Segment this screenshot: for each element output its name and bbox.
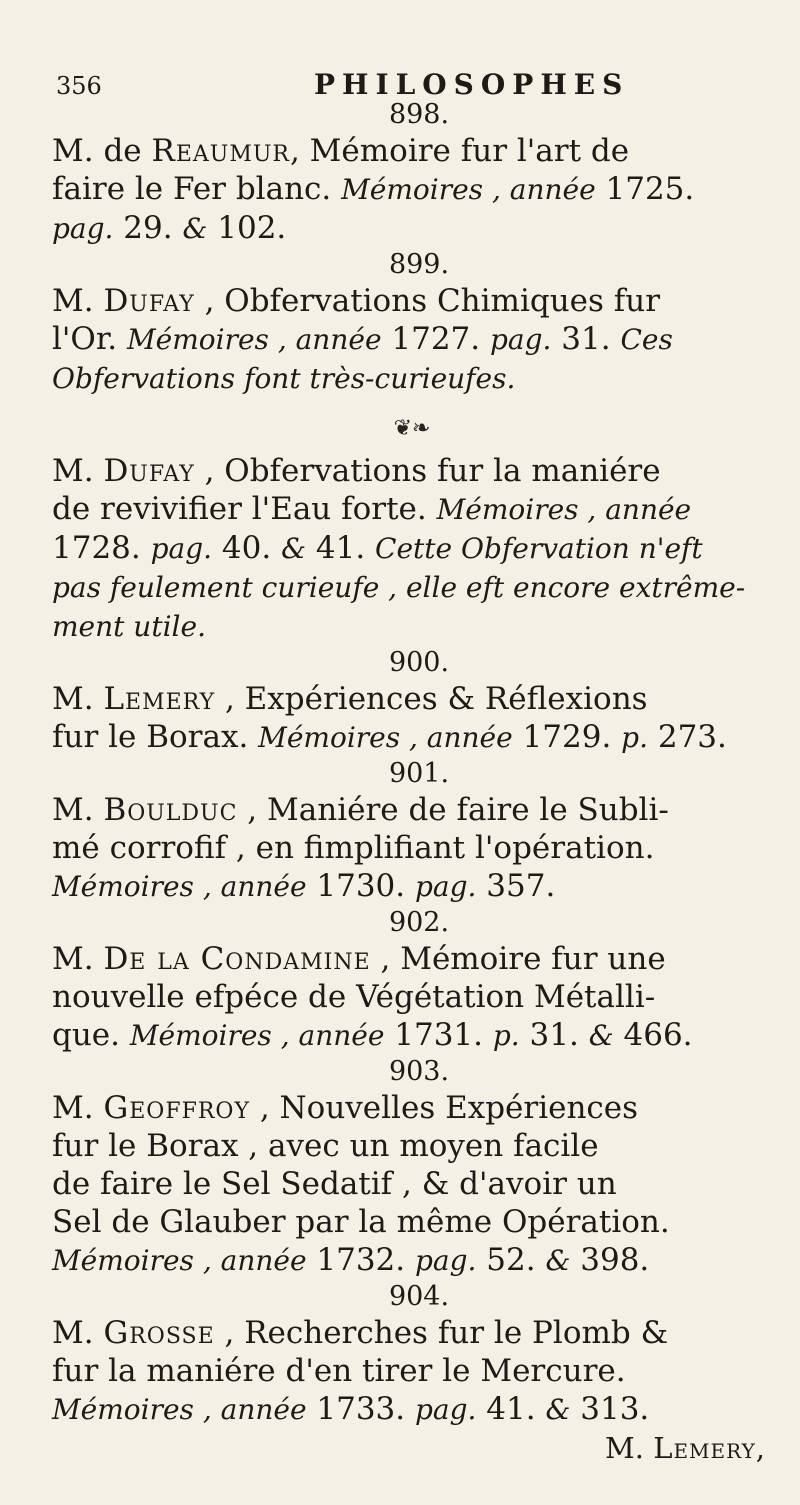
entry-line xyxy=(52,867,772,906)
entry-line xyxy=(52,1089,772,1127)
italic-text: & xyxy=(545,1244,571,1277)
entry-number: 903. xyxy=(388,1056,450,1087)
text-segment: 1730. xyxy=(306,868,415,904)
text-segment: 398. xyxy=(570,1242,650,1278)
text-segment: nouvelle efpéce de Végétation Métalli- xyxy=(52,979,656,1015)
entry-line xyxy=(52,529,772,568)
entry-line xyxy=(52,320,772,359)
bibliography-entry xyxy=(52,1089,772,1280)
entry-line xyxy=(52,829,772,867)
entry-line xyxy=(52,209,772,248)
text-segment: 1725. xyxy=(595,171,695,207)
text-segment: , Nouvelles Expériences xyxy=(249,1090,639,1126)
author-name: De la Condamine xyxy=(103,941,371,977)
italic-text: pag. xyxy=(415,1244,477,1277)
text-segment: l'Or. xyxy=(52,321,127,357)
entry-number: 900. xyxy=(388,647,450,678)
entry-line xyxy=(52,1203,772,1241)
entry-number: 901. xyxy=(388,758,450,789)
running-title: PHILOSOPHES xyxy=(314,68,630,101)
text-segment: fur la maniére d'en tirer le Mercure. xyxy=(52,1353,626,1389)
entry-number: 898. xyxy=(388,99,450,130)
bibliography-entry xyxy=(52,1314,772,1429)
entry-line xyxy=(52,568,772,607)
text-segment: 1729. xyxy=(512,719,622,755)
text-segment: M. xyxy=(52,1315,104,1351)
author-name: Reaumur xyxy=(151,133,290,169)
entry-line xyxy=(52,978,772,1016)
text-segment: , Obfervations fur la maniére xyxy=(194,453,661,489)
text-segment: , Maniére de faire le Subli- xyxy=(237,792,669,828)
entry-line xyxy=(52,940,772,978)
text-segment: 29. xyxy=(113,210,183,246)
text-segment: 52. xyxy=(476,1242,546,1278)
text-segment: M. xyxy=(52,1090,104,1126)
entry-line xyxy=(52,282,772,320)
entry-line xyxy=(52,1127,772,1165)
text-segment: 41. xyxy=(306,530,376,566)
catchword xyxy=(52,1431,772,1465)
italic-text: Cette Obfervation n'eft xyxy=(375,532,703,565)
entry-line xyxy=(52,680,772,718)
text-segment: 1727. xyxy=(381,321,490,357)
text-segment: , Obfervations Chimiques fur xyxy=(194,283,661,319)
italic-text: Mémoires , année xyxy=(52,870,307,903)
italic-text: p. xyxy=(621,721,648,754)
entry-line xyxy=(52,1390,772,1429)
italic-text: & xyxy=(588,1019,614,1052)
author-name: Dufay xyxy=(103,453,195,489)
text-segment: 466. xyxy=(613,1017,693,1053)
italic-text: pag. xyxy=(150,532,213,565)
italic-text: Mémoires , année xyxy=(341,173,596,206)
bibliography-entry xyxy=(52,132,772,248)
italic-text: Mémoires , année xyxy=(258,721,513,754)
text-segment: 1728. xyxy=(52,530,151,566)
entry-line xyxy=(52,490,772,529)
entry-line xyxy=(52,718,772,757)
page-number: 356 xyxy=(56,72,102,100)
entry-number: 902. xyxy=(388,907,450,938)
text-segment: 40. xyxy=(212,530,282,566)
bibliography-entry xyxy=(52,791,772,906)
italic-text: Mémoires , année xyxy=(52,1393,307,1426)
text-segment: , Expériences & Réflexions xyxy=(215,681,648,717)
text-segment: que. xyxy=(52,1017,130,1053)
italic-text: Mémoires , année xyxy=(126,323,382,356)
catchword-prefix: M. xyxy=(605,1431,654,1465)
italic-text: pag. xyxy=(415,1393,477,1426)
italic-text: pag. xyxy=(52,212,114,245)
italic-text: & xyxy=(182,212,208,245)
text-segment: de faire le Sel Sedatif , & d'avoir un xyxy=(52,1166,617,1202)
author-name: Dufay xyxy=(103,283,195,319)
italic-text: p. xyxy=(492,1019,520,1052)
text-segment: 1733. xyxy=(306,1391,415,1427)
italic-text: pas feulement curieufe , elle eft encore extrême- xyxy=(52,571,746,604)
text-segment: 41. xyxy=(476,1391,546,1427)
catchword-name: Lemery, xyxy=(653,1431,766,1465)
entry-list xyxy=(52,98,772,1465)
text-segment: M. xyxy=(52,681,104,717)
italic-text: Ces xyxy=(620,323,673,356)
author-name: Boulduc xyxy=(103,792,238,828)
text-segment: , Recherches fur le Plomb & xyxy=(214,1315,669,1351)
italic-text: & xyxy=(545,1393,571,1426)
text-segment: M. xyxy=(52,792,104,828)
text-segment: 273. xyxy=(648,719,727,755)
italic-text: Mémoires , année xyxy=(129,1019,385,1052)
author-name: Geoffroy xyxy=(103,1090,250,1126)
text-segment: 357. xyxy=(476,868,556,904)
text-segment: 102. xyxy=(207,210,287,246)
italic-text: & xyxy=(281,532,307,565)
entry-line xyxy=(52,1016,772,1055)
italic-text: Obfervations font très-curieufes. xyxy=(52,362,516,395)
entry-line xyxy=(52,1165,772,1203)
entry-line xyxy=(52,170,772,209)
text-segment: de revivifier l'Eau forte. xyxy=(52,491,437,527)
text-segment: 1732. xyxy=(306,1242,415,1278)
entry-line xyxy=(52,1314,772,1352)
entry-line xyxy=(52,1352,772,1390)
italic-text: Mémoires , année xyxy=(52,1244,307,1277)
text-segment: 1731. xyxy=(384,1017,493,1053)
text-segment: , Mémoire fur l'art de xyxy=(289,133,630,169)
text-segment: 313. xyxy=(570,1391,650,1427)
bibliography-entry xyxy=(52,282,772,398)
text-segment: , Mémoire fur une xyxy=(370,941,666,977)
entry-line xyxy=(52,1241,772,1280)
entry-number: 899. xyxy=(388,249,450,280)
text-segment: M. xyxy=(52,283,104,319)
entry-line xyxy=(52,359,772,398)
text-segment: fur le Borax. xyxy=(52,719,259,755)
bibliography-entry xyxy=(52,680,772,757)
text-segment: 31. xyxy=(551,321,621,357)
text-segment: M. de xyxy=(52,133,152,169)
ornament-separator: ❦❧ xyxy=(393,416,431,441)
italic-text: ment utile. xyxy=(52,610,206,643)
text-segment: M. xyxy=(52,941,104,977)
entry-line xyxy=(52,607,772,646)
entry-line xyxy=(52,791,772,829)
italic-text: pag. xyxy=(415,870,477,903)
entry-number: 904. xyxy=(388,1281,450,1312)
text-segment: mé corrofif , en fimplifiant l'opération. xyxy=(52,830,655,866)
author-name: Lemery xyxy=(103,681,216,717)
text-segment: fur le Borax , avec un moyen facile xyxy=(52,1128,599,1164)
entry-line xyxy=(52,132,772,170)
bibliography-entry xyxy=(52,452,772,646)
text-segment: Sel de Glauber par la même Opération. xyxy=(52,1204,670,1240)
italic-text: pag. xyxy=(489,323,552,356)
text-segment: M. xyxy=(52,453,104,489)
entry-line xyxy=(52,452,772,490)
italic-text: Mémoires , année xyxy=(436,493,692,526)
text-segment: faire le Fer blanc. xyxy=(52,171,342,207)
bibliography-entry xyxy=(52,940,772,1055)
text-segment: 31. xyxy=(519,1017,589,1053)
author-name: Grosse xyxy=(103,1315,215,1351)
